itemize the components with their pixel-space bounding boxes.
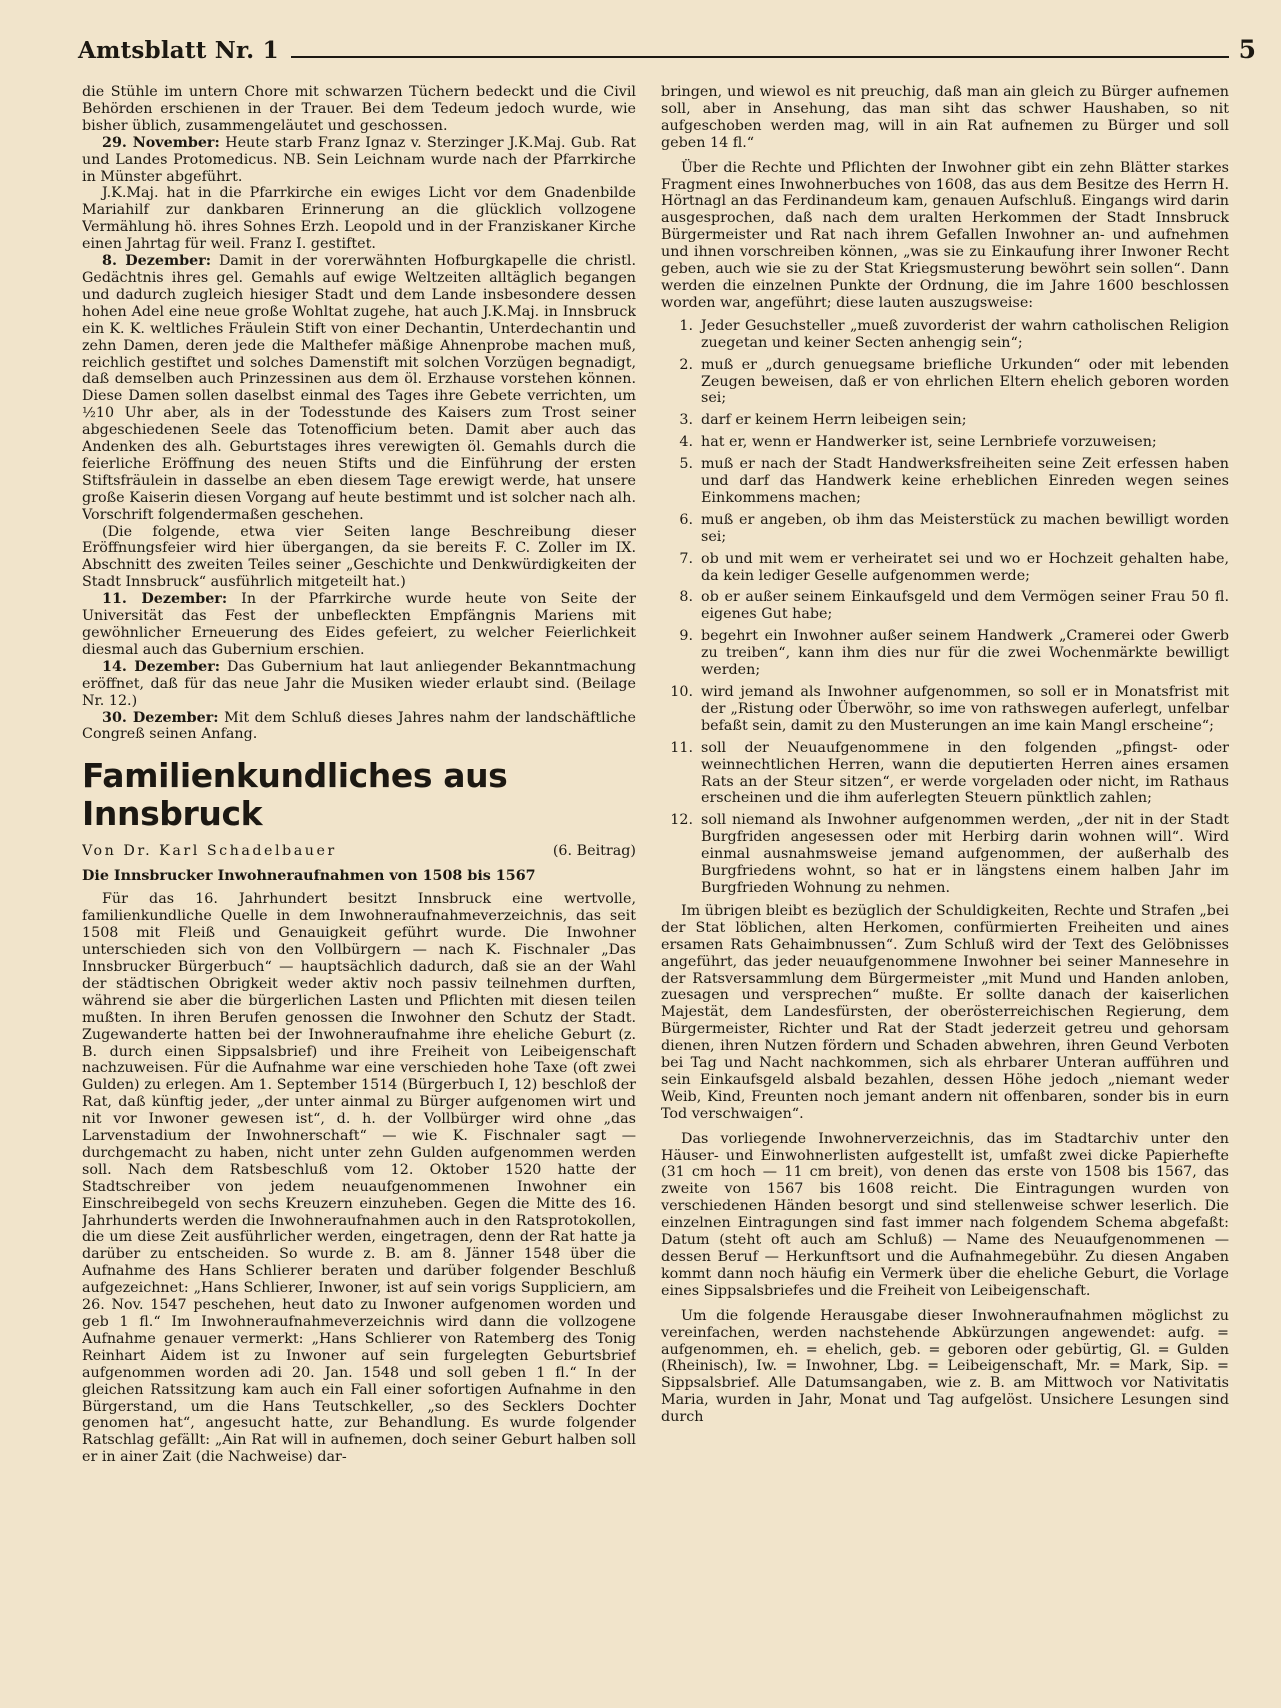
list-item bbox=[661, 318, 1229, 352]
chronicle-entry bbox=[82, 591, 636, 659]
item-number: 12. bbox=[670, 812, 693, 829]
paragraph: J.K.Maj. hat in die Pfarrkirche ein ewiges Licht vor dem Gnadenbilde Mariahilf zur dankbaren Erinnerung an die glücklich vollzogene Vermählung hö. ihres Sohnes Erzh. Leopold und in der Franziskaner Kirche einen Jahrtag für weil. Franz I. gestiftet. bbox=[82, 185, 636, 253]
entry-text: Das Gubernium hat laut anliegender Bekanntmachung eröffnet, daß für das neue Jahr die Musiken wieder erlaubt sind. (Beilage Nr. 12.) bbox=[82, 658, 636, 709]
item-text: soll niemand als Inwohner aufgenommen werden, „der nit in der Stadt Burgfriden angesessen oder mit Herbirg darin wohnen will“. Wird einmal ausnahmsweise jemand aufgenommen, der außerhalb des Burgfriedens wohnt, so hat er in längstens einem halben Jahr im Burgfrieden Wohnung zu nehmen. bbox=[701, 812, 1229, 896]
list-item bbox=[661, 357, 1229, 408]
entry-date: 30. Dezember: bbox=[102, 709, 219, 726]
item-text: wird jemand als Inwohner aufgenommen, so soll er in Monatsfrist mit der „Ristung oder Überwöhr, so ime von rathswegen auferlegt, unfelbar befaßt sein, damit zu den Musterungen an ime kain Mangl erscheine“; bbox=[701, 684, 1229, 734]
entry-text: Heute starb Franz Ignaz v. Sterzinger J.K.Maj. Gub. Rat und Landes Protomedicus. NB. Sein Leichnam wurde nach der Pfarrkirche in Münster abgeführt. bbox=[82, 134, 636, 185]
entry-text: Damit in der vorerwähnten Hofburgkapelle die christl. Gedächtnis ihres gel. Gemahls auf ewige Weltzeiten alltäglich begangen und dadurch zugleich hiesiger Stadt und dem Lande insbesondere dessen hohen Adel eine neue große Wohltat zugehe, hat auch J.K.Maj. in Innsbruck ein K. K. weltliches Fräulein Stift von einer Dechantin, Unterdechantin und zehn Damen, deren jede die Malthefer mäßige Ahnenprobe machen muß, reichlich gestiftet und solches Damenstift mit solchen Vorzügen begnadigt, daß demselben auch Prinzessinen aus dem öl. Erzhause vorstehen können. Diese Damen sollen daselbst einmal des Tages ihre Gebete verrichten, um ½10 Uhr aber, als in der Todesstunde des Kaisers zum Trost seiner abgeschiedenen Seele das Totenofficium beten. Damit aber auch das Andenken des alh. Geburtstages ihres verewigten öl. Gemahls durch die feierliche Eröffnung des neuen Stifts und die Einführung der ersten Stiftsfräulein in dasselbe an eben diesem Tage erewigt werde, hat unsere große Kaiserin diesen Vorgang auf heute bestimmt und ist solcher nach alh. Vorschrift folgendermaßen geschehen. bbox=[82, 253, 636, 523]
list-item bbox=[661, 812, 1229, 897]
chronicle-entry bbox=[82, 253, 636, 524]
list-item bbox=[661, 512, 1229, 546]
paragraph: Für das 16. Jahrhundert besitzt Innsbruck eine wertvolle, familienkundliche Quelle in dem Inwohneraufnahmeverzeichnis, das seit 1508 mit Fleiß und Genauigkeit geführt wurde. Die Inwohner unterschieden sich von den Vollbürgern — nach K. Fischnaler „Das Innsbrucker Bürgerbuch“ — hauptsächlich dadurch, daß sie an der Wahl der städtischen Obrigkeit weder aktiv noch passiv teilnehmen durften, während sie aber die bürgerlichen Lasten und Pflichten mit diesen teilen mußten. In ihren Berufen genossen die Inwohner den Schutz der Stadt. Zugewanderte hatten bei der Inwohneraufnahme ihre eheliche Geburt (z. B. durch einen Sippsalsbrief) und ihre Freiheit von Leibeigenschaft nachzuweisen. Für die Aufnahme war eine verschieden hohe Taxe (oft zwei Gulden) zu erlegen. Am 1. September 1514 (Bürgerbuch I, 12) beschloß der Rat, daß künftig jeder, „der unter ainmal zu Bürger aufgenomen wirt und nit vor Inwoner gewesen ist“, d. h. der Vollbürger wird ohne „das Larvenstadium der Inwohnerschaft“ — wie K. Fischnaler sagt — durchgemacht zu haben, nicht unter zehn Gulden aufgenommen werden soll. Nach dem Ratsbeschluß vom 12. Oktober 1520 hatte der Stadtschreiber von jedem neuaufgenommenen Inwohner ein Einschreibegeld von sechs Kreuzern einzuheben. Gegen die Mitte des 16. Jahrhunderts werden die Inwohneraufnahmen auch in den Ratsprotokollen, die um diese Zeit ausführlicher werden, eingetragen, denn der Rat hatte ja darüber zu entscheiden. So wurde z. B. am 8. Jänner 1548 über die Aufnahme des Hans Schlierer beraten und darüber folgender Beschluß aufgezeichnet: „Hans Schlierer, Inwoner, ist auf sein vorigs Suppliciern, am 26. Nov. 1547 peschehen, heut dato zu Inwoner aufgenomen worden und geb 1 fl.“ Im Inwohneraufnahmeverzeichnis wird dann die vollzogene Aufnahme genauer vermerkt: „Hans Schlierer von Ratemberg des Tonig Reinhart Aidem ist zu Inwoner auf sein furgelegten Geburtsbrief aufgenommen worden adi 20. Jan. 1548 und soll geben 1 fl.“ In der gleichen Ratssitzung kam auch ein Fall einer sofortigen Aufnahme in den Bürgerstand, um die Hans Teutschkeller, „so des Secklers Dochter genomen hat“, angesucht hatte, zur Behandlung. Es wurde folgender Ratschlag gefällt: „Ain Rat will in aufnemen, doch seiner Geburt halben soll er in ainer Zait (die Nachweise) dar- bbox=[82, 891, 636, 1466]
chronicle-entry bbox=[82, 135, 636, 186]
item-number: 4. bbox=[679, 434, 693, 451]
item-text: hat er, wenn er Handwerker ist, seine Lernbriefe vorzuweisen; bbox=[701, 434, 1157, 451]
item-text: ob er außer seinem Einkaufsgeld und dem Vermögen seiner Frau 50 fl. eigenes Gut habe; bbox=[701, 589, 1229, 623]
list-item bbox=[661, 412, 1229, 429]
paragraph: Das vorliegende Inwohnerverzeichnis, das im Stadtarchiv unter den Häuser- und Einwohnerlisten aufgestellt ist, umfaßt zwei dicke Papierhefte (31 cm hoch — 11 cm breit), von denen das erste von 1508 bis 1567, das zweite von 1567 bis 1608 reicht. Die Eintragungen wurden von verschiedenen Händen besorgt und sind stellenweise schwer leserlich. Die einzelnen Eintragungen sind fast immer nach folgendem Schema abgefaßt: Datum (steht oft auch am Schluß) — Name des Neuaufgenommenen — dessen Beruf — Herkunftsort und die Aufnahmegebühr. Zu diesen Angaben kommt dann noch häufig ein Vermerk über die eheliche Geburt, die Vorlage eines Sippsalsbriefes und die Freiheit von Leibeigenschaft. bbox=[661, 1130, 1229, 1299]
chronicle-entry bbox=[82, 710, 636, 744]
byline bbox=[82, 843, 636, 860]
item-number: 1. bbox=[679, 317, 693, 334]
item-text: begehrt ein Inwohner außer seinem Handwerk „Cramerei oder Gwerb zu treiben“, kann ihm dies nur für die zwei Wochenmärkte bewilligt werden; bbox=[701, 628, 1229, 679]
left-column bbox=[82, 84, 636, 1694]
list-item bbox=[661, 551, 1229, 585]
publication-title: Amtsblatt Nr. 1 bbox=[78, 37, 279, 64]
list-item bbox=[661, 628, 1229, 679]
entry-date: 11. Dezember: bbox=[102, 591, 228, 608]
byline-part: (6. Beitrag) bbox=[552, 843, 636, 860]
item-text: muß er nach der Stadt Handwerksfreiheiten seine Zeit erfessen haben und darf das Handwerk keine erheblichen Einreden wegen seines Einkommens machen; bbox=[701, 456, 1229, 506]
page-number: 5 bbox=[1238, 35, 1256, 64]
item-text: darf er keinem Herrn leibeigen sein; bbox=[701, 412, 967, 429]
byline-author: Von Dr. Karl Schadelbauer bbox=[82, 843, 337, 860]
list-item bbox=[661, 740, 1229, 808]
item-number: 11. bbox=[670, 739, 693, 756]
entry-text: In der Pfarrkirche wurde heute von Seite der Universität das Fest der unbefleckten Empfängnis Mariens mit gewöhnlicher Erneuerung des Eides gefeiert, zu welcher Feierlichkeit diesmal auch das Gubernium erschien. bbox=[82, 591, 636, 658]
list-item bbox=[661, 589, 1229, 623]
list-item bbox=[661, 684, 1229, 735]
rules-list bbox=[661, 318, 1229, 897]
list-item bbox=[661, 456, 1229, 507]
item-text: Jeder Gesuchsteller „mueß zuvorderist der wahrn catholischen Religion zuegetan und keiner Secten anhengig sein“; bbox=[701, 317, 1229, 351]
item-number: 9. bbox=[679, 628, 693, 645]
entry-date: 14. Dezember: bbox=[102, 658, 221, 675]
paragraph: (Die folgende, etwa vier Seiten lange Beschreibung dieser Eröffnungsfeier wird hier übergangen, da sie bereits F. C. Zoller im IX. Abschnitt des zweiten Teiles seiner „Geschichte und Denkwürdigkeiten der Stadt Innsbruck“ ausführlich mitgeteilt hat.) bbox=[82, 523, 636, 591]
list-item bbox=[661, 434, 1229, 451]
right-column bbox=[661, 84, 1229, 1694]
paragraph: Im übrigen bleibt es bezüglich der Schuldigkeiten, Rechte und Strafen „bei der Stat löblichen, alten Herkomen, confürmierten Freiheiten und aines ersamen Rats Gehaimbnussen“. Zum Schluß wird der Text des Gelöbnisses angeführt, das jeder neuaufgenommene Inwohner bei seiner Mannesehre in der Ratsversammlung dem Bürgermeister „mit Mund und Handen anloben, zuesagen und versprechen“ mußte. Er sollte danach der kaiserlichen Majestät, dem Landesfürsten, der oberösterreichischen Regierung, dem Bürgermeister, Richter und Rat der Stadt jederzeit getreu und gehorsam dienen, ihren Nutzen fördern und Schaden abwehren, ihren Geund Verboten bei Tag und Nacht nachkommen, sich als ehrbarer Unteran aufführen und sein Einkaufsgeld alsbald bezahlen, dessen Höhe jedoch „niemant weder Weib, Kind, Freunten noch jemant andern nit offenbaren, sonder bis in eurn Tod verschwaigen“. bbox=[661, 902, 1229, 1122]
item-text: muß er „durch genuegsame briefliche Urkunden“ oder mit lebenden Zeugen beweisen, daß er von ehrlichen Eltern ehelich geboren worden sei; bbox=[701, 356, 1229, 407]
paragraph: die Stühle im untern Chore mit schwarzen Tüchern bedeckt und die Civil Behörden erschienen in der Trauer. Bei dem Tedeum jedoch wurde, wie bisher üblich, zusammengeläutet und geschossen. bbox=[82, 84, 636, 134]
item-number: 5. bbox=[679, 456, 693, 473]
chronicle-entry bbox=[82, 659, 636, 710]
item-number: 7. bbox=[679, 550, 693, 567]
article-title: Familienkundliches aus Innsbruck bbox=[82, 756, 508, 834]
item-number: 10. bbox=[670, 684, 693, 700]
paragraph: Über die Rechte und Pflichten der Inwohner gibt ein zehn Blätter starkes Fragment eines Inwohnerbuches von 1608, das aus dem Besitze des Herrn H. Hörtnagl an das Ferdinandeum kam, genauen Aufschluß. Eingangs wird darin ausgesprochen, daß nach dem uralten Herkommen der Stadt Innsbruck Bürgermeister und Rat nach ihrem Gefallen Inwohner an- und aufnehmen und ihnen vorschreiben können, „was sie zu Einkaufung ihrer Inwoner Recht geben, auch wie sie zu der Stat Kriegsmusterung bewöhrt sein sollen“. Dann werden die einzelnen Punkte der Ordnung, die im Jahre 1600 beschlossen worden war, angeführt; diese lauten auszugsweise: bbox=[661, 159, 1229, 311]
item-number: 6. bbox=[679, 511, 693, 528]
entry-date: 8. Dezember: bbox=[102, 253, 212, 270]
entry-text: Mit dem Schluß dieses Jahres nahm der landschäftliche Congreß seinen Anfang. bbox=[82, 709, 636, 743]
item-text: soll der Neuaufgenommene in den folgenden „pfingst- oder weinnechtlichen Herren, wann die deputierten Herren aines ersamen Rats an der Steur sitzen“, er werde vorgeladen oder nicht, im Rathaus erscheinen und die ihm auferlegten Steuern pünktlich zahlen; bbox=[701, 739, 1229, 807]
paragraph: bringen, und wiewol es nit preuchig, daß man ain gleich zu Bürger aufnemen soll, aber in Ansehung, das man siht das schwer Haushaben, so nit aufgeschoben werden mag, will in ain Rat aufnemen zu Bürger und soll geben 14 fl.“ bbox=[661, 84, 1229, 151]
paragraph: Um die folgende Herausgabe dieser Inwohneraufnahmen möglichst zu vereinfachen, werden nachstehende Abkürzungen angewendet: aufg. = aufgenommen, eh. = ehelich, geb. = geboren oder gebürtig, Gl. = Gulden (Rheinisch), Iw. = Inwohner, Lbg. = Leibeigenschaft, Mr. = Mark, Sip. = Sippsalsbrief. Alle Datumsangaben, wie z. B. am Mittwoch vor Nativitatis Maria, wurden in Jahr, Monat und Tag aufgelöst. Unsichere Lesungen sind durch bbox=[661, 1307, 1229, 1426]
item-number: 8. bbox=[679, 589, 693, 606]
page-header bbox=[78, 34, 1256, 64]
item-number: 2. bbox=[679, 356, 693, 373]
item-text: muß er angeben, ob ihm das Meisterstück zu machen bewilligt worden sei; bbox=[701, 511, 1229, 545]
header-rule bbox=[291, 56, 1229, 58]
entry-date: 29. November: bbox=[102, 134, 220, 151]
article-subheading: Die Innsbrucker Inwohneraufnahmen von 1508 bis 1567 bbox=[82, 868, 536, 885]
item-text: ob und mit wem er verheiratet sei und wo er Hochzeit gehalten habe, da kein lediger Geselle aufgenommen werde; bbox=[701, 550, 1229, 584]
item-number: 3. bbox=[679, 412, 693, 429]
